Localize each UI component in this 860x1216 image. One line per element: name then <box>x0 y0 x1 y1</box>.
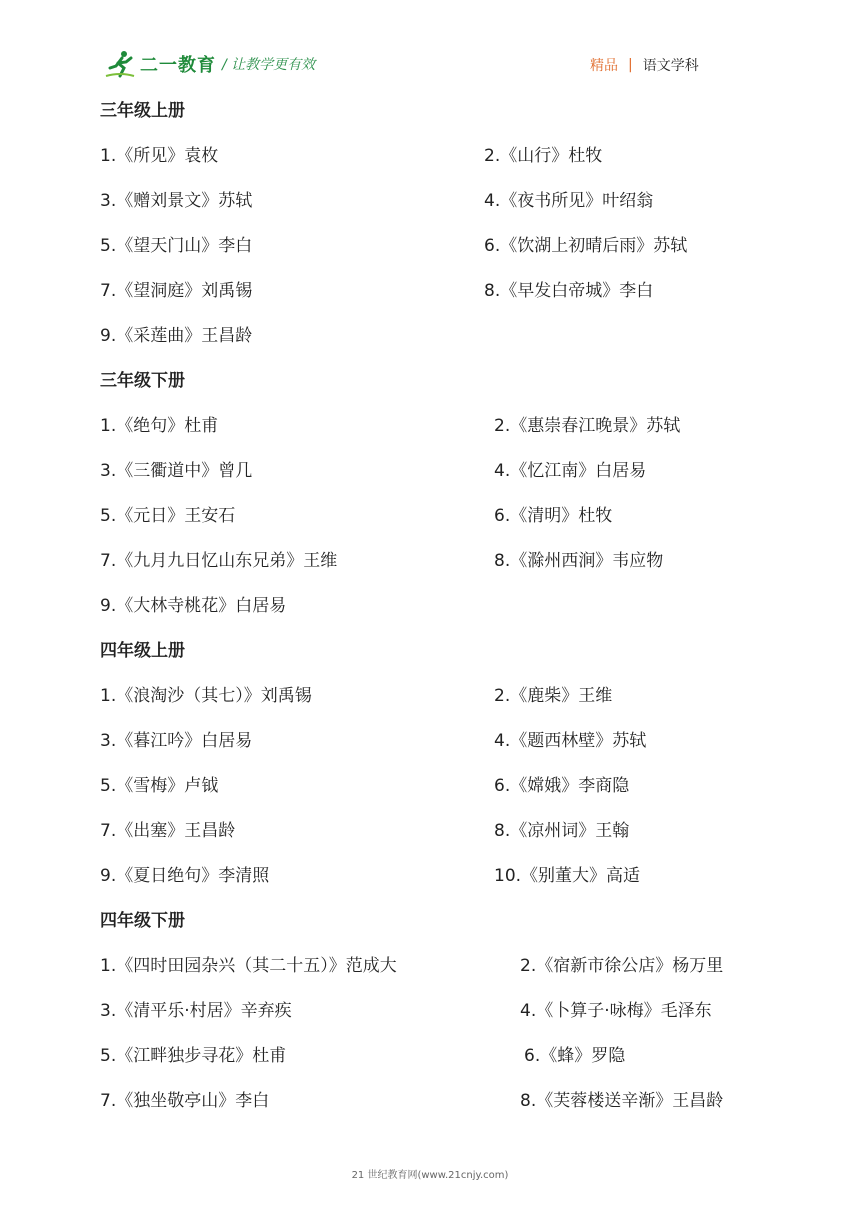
poem-row <box>100 681 780 726</box>
runner-logo-icon <box>104 48 136 80</box>
poem-item: 4.《题西林壁》苏轼 <box>494 731 647 751</box>
page-header <box>0 0 860 90</box>
poem-row <box>100 186 780 231</box>
poem-item: 3.《三衢道中》曾几 <box>100 461 253 481</box>
poem-item: 2.《山行》杜牧 <box>484 146 603 166</box>
section-title: 四年级上册 <box>100 641 185 661</box>
poem-item: 6.《蜂》罗隐 <box>524 1046 626 1066</box>
section-title: 三年级下册 <box>100 371 185 391</box>
poem-row <box>100 231 780 276</box>
poem-item: 4.《夜书所见》叶绍翁 <box>484 191 654 211</box>
poem-item: 7.《九月九日忆山东兄弟》王维 <box>100 551 338 571</box>
poem-item: 5.《江畔独步寻花》杜甫 <box>100 1046 287 1066</box>
poem-row <box>100 996 780 1041</box>
poem-row <box>100 141 780 186</box>
footer: 21 世纪教育网(www.21cnjy.com) <box>351 1170 509 1181</box>
poem-row <box>100 321 780 366</box>
poem-item: 1.《所见》袁枚 <box>100 146 219 166</box>
poem-item: 4.《卜算子·咏梅》毛泽东 <box>520 1001 712 1021</box>
poem-item: 7.《独坐敬亭山》李白 <box>100 1091 270 1111</box>
logo-text: 二一教育 <box>140 55 216 76</box>
slogan: / 让教学更有效 <box>222 57 316 73</box>
section-title: 四年级下册 <box>100 911 185 931</box>
poem-item: 8.《早发白帝城》李白 <box>484 281 654 301</box>
poem-row <box>100 861 780 906</box>
poem-row <box>100 1086 780 1131</box>
poem-item: 3.《赠刘景文》苏轼 <box>100 191 253 211</box>
poem-row <box>100 1041 780 1086</box>
poem-item: 2.《惠崇春江晚景》苏轼 <box>494 416 681 436</box>
poem-item: 1.《浪淘沙（其七）》刘禹锡 <box>100 686 312 706</box>
poem-row <box>100 726 780 771</box>
poem-item: 9.《夏日绝句》李清照 <box>100 866 270 886</box>
section-title: 三年级上册 <box>100 101 185 121</box>
poem-item: 9.《大林寺桃花》白居易 <box>100 596 287 616</box>
poem-row <box>100 411 780 456</box>
poem-item: 8.《凉州词》王翰 <box>494 821 630 841</box>
poem-item: 4.《忆江南》白居易 <box>494 461 647 481</box>
logo <box>104 46 224 82</box>
poem-item: 8.《芙蓉楼送辛渐》王昌龄 <box>520 1091 724 1111</box>
poem-item: 10.《别董大》高适 <box>494 866 641 886</box>
poem-item: 2.《宿新市徐公店》杨万里 <box>520 956 724 976</box>
poem-item: 1.《四时田园杂兴（其二十五）》范成大 <box>100 956 397 976</box>
poem-row <box>100 771 780 816</box>
quality-badge: 精品 <box>590 58 618 74</box>
poem-item: 3.《清平乐·村居》辛弃疾 <box>100 1001 292 1021</box>
poem-row <box>100 816 780 861</box>
poem-item: 2.《鹿柴》王维 <box>494 686 613 706</box>
poem-item: 7.《出塞》王昌龄 <box>100 821 236 841</box>
poem-row <box>100 951 780 996</box>
poem-item: 5.《望天门山》李白 <box>100 236 253 256</box>
poem-item: 6.《嫦娥》李商隐 <box>494 776 630 796</box>
poem-item: 5.《元日》王安石 <box>100 506 236 526</box>
poem-row <box>100 501 780 546</box>
subject-label: 语文学科 <box>642 58 699 74</box>
poem-item: 6.《清明》杜牧 <box>494 506 613 526</box>
poem-row <box>100 456 780 501</box>
poem-item: 6.《饮湖上初晴后雨》苏轼 <box>484 236 688 256</box>
header-badge-group <box>590 55 699 75</box>
poem-item: 3.《暮江吟》白居易 <box>100 731 253 751</box>
poem-row <box>100 546 780 591</box>
poem-item: 7.《望洞庭》刘禹锡 <box>100 281 253 301</box>
poem-row <box>100 276 780 321</box>
poem-item: 9.《采莲曲》王昌龄 <box>100 326 253 346</box>
poem-item: 8.《滁州西涧》韦应物 <box>494 551 664 571</box>
divider: | <box>628 57 633 73</box>
poem-list <box>100 96 780 1131</box>
poem-item: 1.《绝句》杜甫 <box>100 416 219 436</box>
poem-item: 5.《雪梅》卢钺 <box>100 776 219 796</box>
poem-row <box>100 591 780 636</box>
